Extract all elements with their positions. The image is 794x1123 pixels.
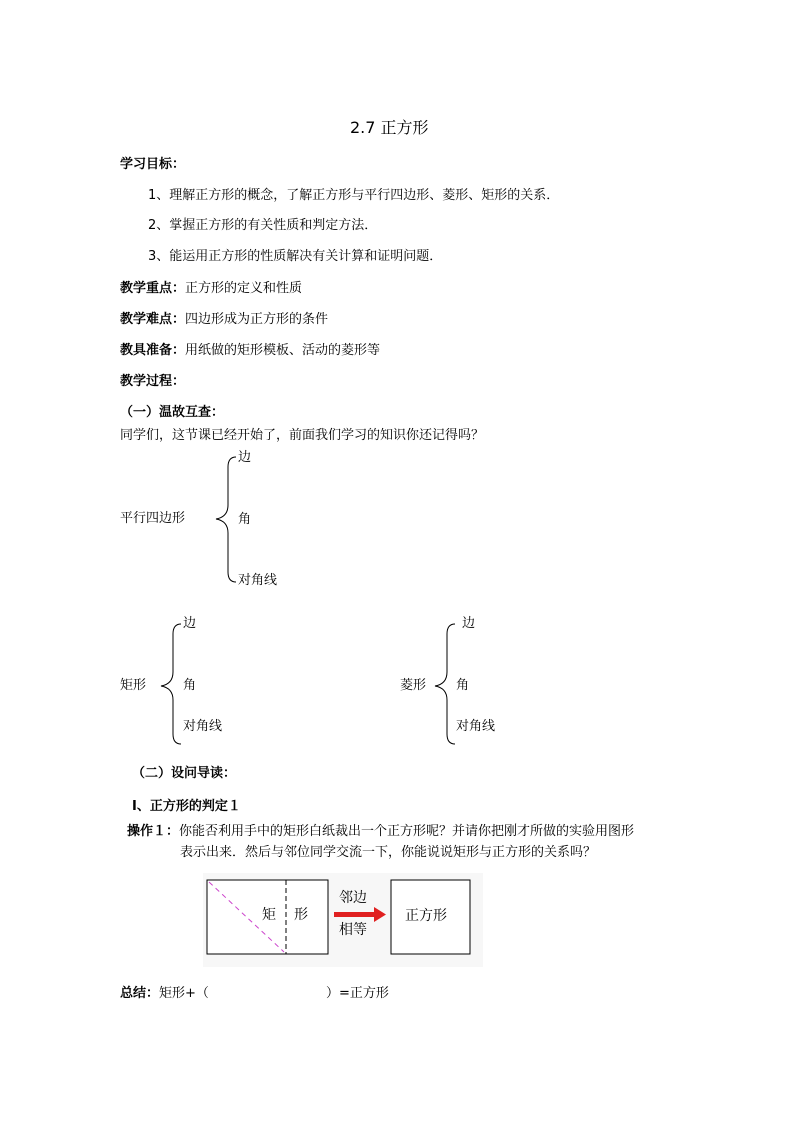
difficulty-text: 四边形成为正方形的条件 bbox=[185, 312, 329, 327]
rhombus-label: 菱形 bbox=[400, 678, 427, 693]
tools-label: 教具准备： bbox=[120, 343, 186, 358]
operation-1-label: 操作１： bbox=[127, 824, 180, 839]
summary-text: 矩形+（ bbox=[159, 986, 209, 1001]
parallelogram-side: 边 bbox=[238, 450, 252, 465]
rectangle-side: 边 bbox=[183, 616, 197, 631]
process-heading: 教学过程： bbox=[120, 374, 186, 389]
page-title: 2.7 正方形 bbox=[350, 118, 429, 137]
rectangle-angle: 角 bbox=[183, 678, 197, 693]
section1-intro: 同学们，这节课已经开始了，前面我们学习的知识你还记得吗？ bbox=[120, 428, 485, 443]
rect-char-2: 形 bbox=[294, 907, 308, 923]
parallelogram-label: 平行四边形 bbox=[120, 511, 186, 526]
objectives-heading: 学习目标： bbox=[120, 157, 186, 172]
section2-heading: （二）设问导读： bbox=[132, 766, 237, 781]
section1-heading: （一）温故互查： bbox=[120, 405, 225, 420]
difficulty-label: 教学难点： bbox=[120, 312, 186, 327]
rectangle-diagonal: 对角线 bbox=[183, 719, 223, 734]
parallelogram-diagonal: 对角线 bbox=[238, 573, 278, 588]
objective-item-3: 3、能运用正方形的性质解决有关计算和证明问题． bbox=[148, 249, 443, 264]
parallelogram-angle: 角 bbox=[238, 512, 252, 527]
summary-line bbox=[120, 986, 209, 1002]
section2-subheading: Ⅰ、正方形的判定１ bbox=[132, 799, 241, 814]
rhombus-diagonal: 对角线 bbox=[456, 719, 496, 734]
arrow-label-bottom: 相等 bbox=[339, 922, 367, 938]
objective-item-2: 2、掌握正方形的有关性质和判定方法． bbox=[148, 218, 378, 233]
summary-label: 总结： bbox=[120, 986, 160, 1001]
operation-1-text: 你能否利用手中的矩形白纸裁出一个正方形呢？并请你把刚才所做的实验用图形 bbox=[179, 824, 635, 839]
tools-text: 用纸做的矩形模板、活动的菱形等 bbox=[185, 343, 381, 358]
rect-char-1: 矩 bbox=[262, 907, 276, 923]
objective-item-1: 1、理解正方形的概念，了解正方形与平行四边形、菱形、矩形的关系． bbox=[148, 188, 560, 203]
key-point-text: 正方形的定义和性质 bbox=[185, 281, 303, 296]
key-point-label: 教学重点： bbox=[120, 281, 186, 296]
square-label: 正方形 bbox=[405, 908, 447, 924]
arrow-label-top: 邻边 bbox=[339, 890, 367, 906]
rectangle-label: 矩形 bbox=[120, 678, 147, 693]
arrow-shaft bbox=[334, 912, 376, 917]
operation-1-line2: 表示出来．然后与邻位同学交流一下，你能说说矩形与正方形的关系吗？ bbox=[180, 845, 597, 860]
summary-end: ）=正方形 bbox=[326, 986, 389, 1001]
rhombus-angle: 角 bbox=[456, 678, 470, 693]
rhombus-side: 边 bbox=[462, 616, 476, 631]
